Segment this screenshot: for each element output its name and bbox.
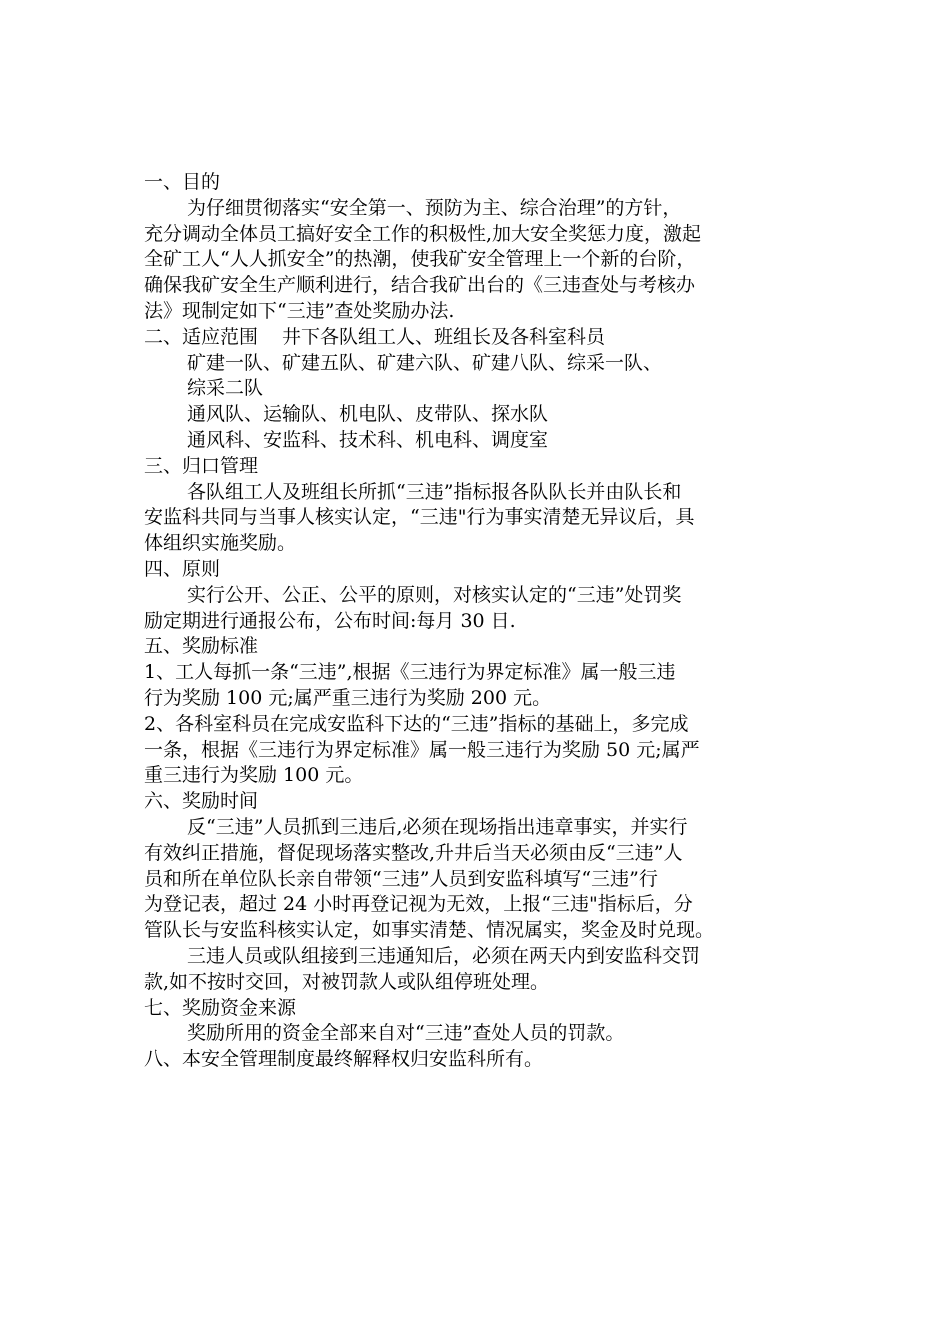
paragraph-line: 实行公开、公正、公平的原则，对核实认定的“三违”处罚奖 [187, 583, 682, 606]
paragraph-line: 款,如不按时交回，对被罚款人或队组停班处理。 [144, 970, 550, 993]
section-heading: 三、归口管理 [144, 454, 259, 477]
paragraph-line: 重三违行为奖励 100 元。 [144, 764, 364, 787]
paragraph-line: 有效纠正措施，督促现场落实整改,升井后当天必须由反“三违”人 [144, 841, 683, 864]
scope-text: 井下各队组工人、班组长及各科室科员 [282, 325, 606, 348]
paragraph-line: 为仔细贯彻落实“安全第一、预防为主、综合治理”的方针， [187, 196, 682, 219]
paragraph-line: 通风队、运输队、机电队、皮带队、探水队 [187, 403, 549, 426]
paragraph-line: 员和所在单位队长亲自带领“三违”人员到安监科填写“三违”行 [144, 867, 658, 890]
paragraph-line: 体组织实施奖励。 [144, 532, 297, 555]
document-body [144, 170, 814, 1073]
paragraph-line: 励定期进行通报公布，公布时间:每月 30 日. [144, 609, 516, 632]
section-heading: 八、本安全管理制度最终解释权归安监科所有。 [144, 1048, 544, 1071]
paragraph-line: 通风科、安监科、技术科、机电科、调度室 [187, 428, 549, 451]
paragraph-line: 矿建一队、矿建五队、矿建六队、矿建八队、综采一队、 [187, 351, 663, 374]
paragraph-line: 三违人员或队组接到三违通知后，必须在两天内到安监科交罚 [187, 944, 701, 967]
paragraph-line: 充分调动全体员工搞好安全工作的积极性,加大安全奖惩力度，激起 [144, 222, 702, 245]
paragraph-line: 确保我矿安全生产顺利进行，结合我矿出台的《三违查处与考核办 [144, 274, 696, 297]
section-heading: 一、目的 [144, 171, 221, 193]
paragraph-line: 为登记表，超过 24 小时再登记视为无效，上报“三违"指标后，分 [144, 893, 693, 916]
section-heading-row [144, 325, 814, 351]
paragraph-line: 2、各科室科员在完成安监科下达的“三违”指标的基础上，多完成 [144, 712, 689, 735]
paragraph-line: 奖励所用的资金全部来自对“三违”查处人员的罚款。 [187, 1022, 625, 1045]
section-heading: 六、奖励时间 [144, 790, 259, 813]
paragraph-line: 反“三违”人员抓到三违后,必须在现场指出违章事实，并实行 [187, 815, 688, 838]
section-heading: 五、奖励标准 [144, 635, 259, 658]
section-heading: 四、原则 [144, 557, 221, 580]
paragraph-line: 安监科共同与当事人核实认定，“三违"行为事实清楚无异议后，具 [144, 506, 695, 529]
section-heading: 二、适应范围 [144, 325, 259, 348]
paragraph-line: 综采二队 [187, 377, 264, 400]
paragraph-line: 各队组工人及班组长所抓“三违”指标报各队队长并由队长和 [187, 480, 682, 503]
paragraph-line: 1、工人每抓一条“三违”,根据《三违行为界定标准》属一般三违 [144, 661, 676, 684]
paragraph-line: 法》现制定如下“三违”查处奖励办法. [144, 299, 455, 322]
section-heading: 七、奖励资金来源 [144, 996, 297, 1019]
paragraph-line: 全矿工人“人人抓安全”的热潮，使我矿安全管理上一个新的台阶， [144, 248, 696, 271]
paragraph-line: 管队长与安监科核实认定，如事实清楚、情况属实，奖金及时兑现。 [144, 919, 715, 942]
paragraph-line: 一条，根据《三违行为界定标准》属一般三违行为奖励 50 元;属严 [144, 738, 700, 761]
paragraph-line: 行为奖励 100 元;属严重三违行为奖励 200 元。 [144, 686, 552, 709]
